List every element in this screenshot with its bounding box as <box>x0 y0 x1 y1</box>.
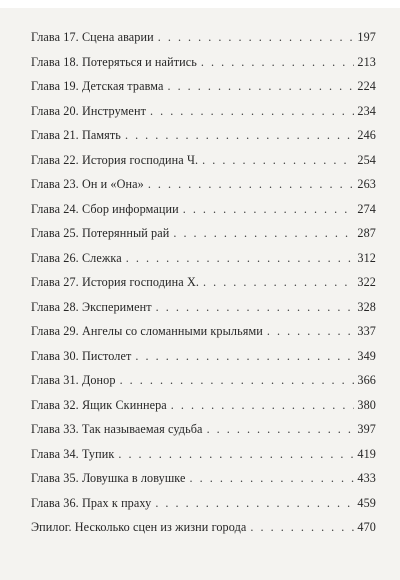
page-top-edge <box>0 0 400 8</box>
toc-entry <box>31 422 376 447</box>
toc-entry-page-number: 287 <box>357 226 376 240</box>
toc-entry-title: Глава 17. Сцена аварии <box>31 30 154 44</box>
dot-leader <box>120 373 355 388</box>
dot-leader <box>203 275 354 290</box>
toc-entry <box>31 398 376 423</box>
toc-entry-title: Глава 33. Так называемая судьба <box>31 422 203 436</box>
dot-leader <box>190 471 355 486</box>
toc-entry <box>31 226 376 251</box>
toc-entry <box>31 349 376 374</box>
toc-entry-title: Глава 29. Ангелы со сломанными крыльями <box>31 324 263 338</box>
toc-entry <box>31 30 376 55</box>
table-of-contents <box>31 30 376 545</box>
toc-entry <box>31 275 376 300</box>
toc-entry-title: Эпилог. Несколько сцен из жизни города <box>31 520 247 534</box>
toc-entry-page-number: 328 <box>357 299 376 314</box>
toc-entry <box>31 153 376 178</box>
toc-entry-page-number: 254 <box>357 152 376 167</box>
dot-leader <box>158 30 355 45</box>
toc-entry-title: Глава 22. История господина Ч. <box>31 152 199 167</box>
toc-entry <box>31 496 376 521</box>
toc-entry-title: Глава 32. Ящик Скиннера <box>31 397 167 412</box>
toc-entry-title: Глава 31. Донор <box>31 373 116 387</box>
toc-entry-title: Глава 34. Тупик <box>31 446 115 461</box>
dot-leader <box>202 153 354 168</box>
dot-leader <box>148 177 355 192</box>
toc-entry-page-number: 337 <box>357 324 376 338</box>
toc-entry-page-number: 366 <box>357 373 376 387</box>
toc-entry-title: Глава 24. Сбор информации <box>31 201 179 216</box>
toc-entry-title: Глава 23. Он и «Она» <box>31 177 144 191</box>
dot-leader <box>207 422 355 437</box>
toc-entry-page-number: 433 <box>357 471 376 485</box>
toc-entry <box>31 471 376 496</box>
dot-leader <box>167 79 354 94</box>
dot-leader <box>118 447 354 462</box>
dot-leader <box>150 104 354 119</box>
toc-entry-title: Глава 28. Эксперимент <box>31 299 152 314</box>
toc-entry <box>31 300 376 325</box>
toc-entry-title: Глава 30. Пистолет <box>31 348 132 363</box>
toc-entry-page-number: 246 <box>357 128 376 142</box>
dot-leader <box>201 55 355 70</box>
dot-leader <box>250 520 354 535</box>
toc-entry <box>31 55 376 80</box>
toc-entry-page-number: 380 <box>357 397 376 412</box>
dot-leader <box>156 300 355 315</box>
dot-leader <box>125 128 354 143</box>
toc-entry-page-number: 419 <box>357 446 376 461</box>
toc-entry-page-number: 322 <box>357 275 376 289</box>
toc-entry-page-number: 263 <box>357 177 376 191</box>
toc-entry-title: Глава 21. Память <box>31 128 121 142</box>
toc-entry-page-number: 459 <box>357 495 376 510</box>
toc-entry <box>31 251 376 276</box>
toc-entry-page-number: 312 <box>357 250 376 265</box>
toc-entry-page-number: 234 <box>357 103 376 118</box>
toc-entry <box>31 373 376 398</box>
toc-entry <box>31 79 376 104</box>
dot-leader <box>155 496 354 511</box>
toc-entry-title: Глава 25. Потерянный рай <box>31 226 170 240</box>
toc-entry-epilogue <box>31 520 376 545</box>
dot-leader <box>267 324 355 339</box>
toc-entry-page-number: 197 <box>357 30 376 44</box>
toc-entry <box>31 202 376 227</box>
toc-entry-page-number: 349 <box>357 348 376 363</box>
dot-leader <box>183 202 355 217</box>
toc-entry <box>31 324 376 349</box>
dot-leader <box>135 349 354 364</box>
dot-leader <box>171 398 355 413</box>
toc-entry-page-number: 397 <box>357 422 376 436</box>
toc-entry <box>31 128 376 153</box>
toc-entry-page-number: 213 <box>357 54 376 69</box>
toc-entry <box>31 447 376 472</box>
toc-entry-title: Глава 20. Инструмент <box>31 103 146 118</box>
toc-entry-page-number: 224 <box>357 79 376 93</box>
toc-entry-title: Глава 27. История господина Х. <box>31 275 200 289</box>
toc-entry-title: Глава 19. Детская травма <box>31 79 164 93</box>
toc-entry-page-number: 470 <box>357 520 376 534</box>
toc-entry <box>31 177 376 202</box>
dot-leader <box>126 251 355 266</box>
toc-entry-title: Глава 35. Ловушка в ловушке <box>31 471 186 485</box>
toc-entry-title: Глава 18. Потеряться и найтись <box>31 54 197 69</box>
dot-leader <box>173 226 354 241</box>
toc-entry-title: Глава 36. Прах к праху <box>31 495 152 510</box>
toc-entry <box>31 104 376 129</box>
toc-entry-page-number: 274 <box>357 201 376 216</box>
toc-entry-title: Глава 26. Слежка <box>31 250 122 265</box>
